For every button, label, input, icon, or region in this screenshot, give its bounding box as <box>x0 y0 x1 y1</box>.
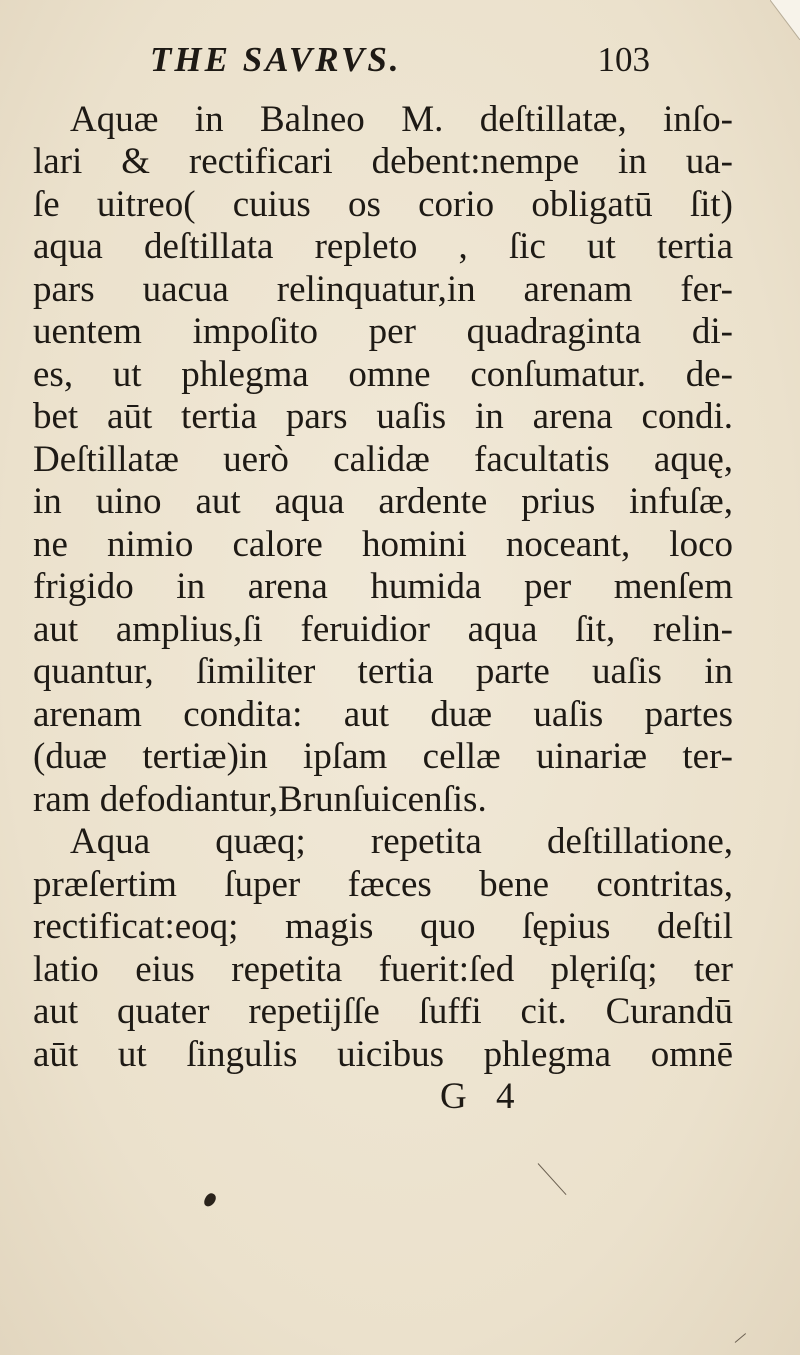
text-line: Deſtillatæ uerò calidæ facultatis aquę, <box>33 439 733 480</box>
text-line: Aquæ in Balneo M. deſtillatæ, inſo- <box>70 99 733 140</box>
text-line: bet aūt tertia pars uaſis in arena condi. <box>33 396 733 437</box>
text-line: ram defodiantur,Brunſuicenſis. <box>33 779 487 820</box>
text-line: es, ut phlegma omne conſumatur. de- <box>33 354 733 395</box>
page-corner-fold <box>770 0 800 40</box>
text-line: lari & rectificari debent:nempe in ua- <box>33 141 733 182</box>
text-line: Aqua quæq; repetita deſtillatione, <box>70 821 733 862</box>
text-line: ſe uitreo( cuius os corio obligatū ſit) <box>33 184 733 225</box>
running-head-title: THE SAVRVS. <box>150 40 402 79</box>
text-line: latio eius repetita fuerit:ſed plęriſq; ter <box>33 949 733 990</box>
text-line: in uino aut aqua ardente prius infuſæ, <box>33 481 733 522</box>
text-line: aut amplius,ſi feruidior aqua ſit, relin- <box>33 609 733 650</box>
text-line: præſertim ſuper fæces bene contritas, <box>33 864 733 905</box>
text-line: aut quater repetijſſe ſuffi cit. Curandū <box>33 991 733 1032</box>
text-line: arenam condita: aut duæ uaſis partes <box>33 694 733 735</box>
text-line: frigido in arena humida per menſem <box>33 566 733 607</box>
text-line: ne nimio calore homini noceant, loco <box>33 524 733 565</box>
stray-mark <box>735 1333 746 1343</box>
text-line: uentem impoſito per quadraginta di- <box>33 311 733 352</box>
ink-spot <box>203 1192 218 1209</box>
text-line: rectificat:eoq; magis quo ſępius deſtil <box>33 906 733 947</box>
text-line: quantur, ſimiliter tertia parte uaſis in <box>33 651 733 692</box>
stray-mark <box>538 1163 567 1195</box>
page-number: 103 <box>597 40 650 79</box>
text-line: (duæ tertiæ)in ipſam cellæ uinariæ ter- <box>33 736 733 777</box>
text-line: aūt ut ſingulis uicibus phlegma omnē <box>33 1034 733 1075</box>
text-line: pars uacua relinquatur,in arenam fer- <box>33 269 733 310</box>
running-head <box>150 40 650 86</box>
signature-mark: G 4 <box>440 1076 525 1117</box>
text-line: aqua deſtillata repleto , ſic ut tertia <box>33 226 733 267</box>
